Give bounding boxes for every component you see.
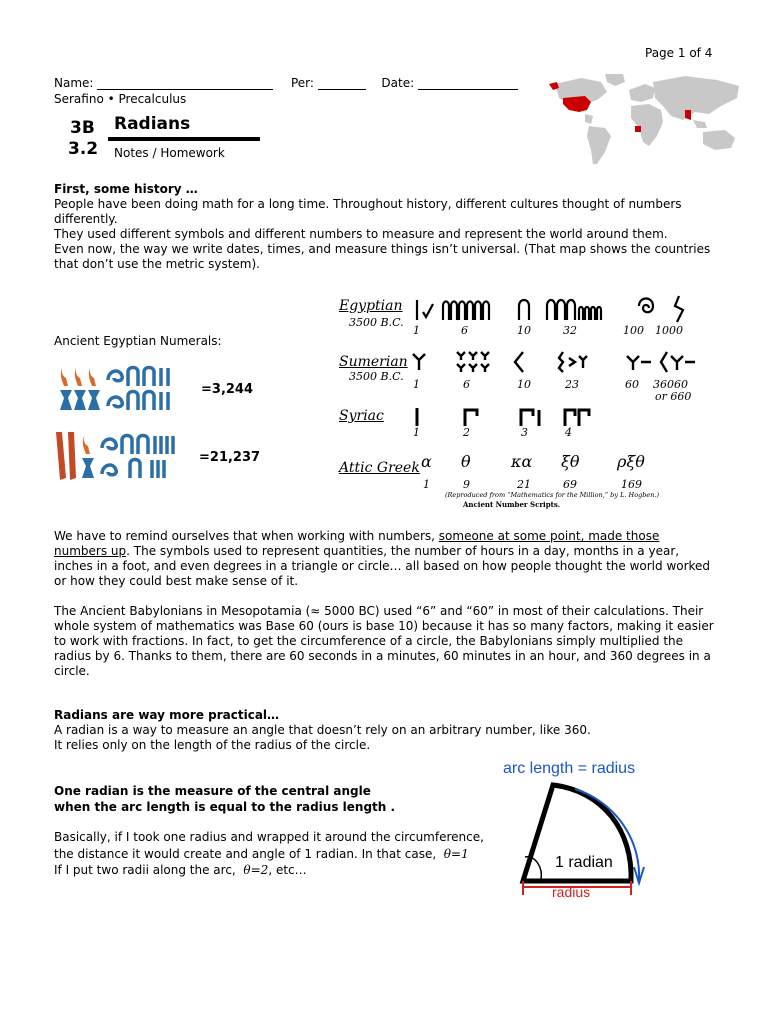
- arc-length-label: arc length = radius: [503, 760, 636, 777]
- map-europe: [629, 84, 655, 102]
- map-south-america: [587, 126, 611, 164]
- history-p3: Even now, the way we write dates, times, and measure things isn’t universal. (That map shows the countries that don’t use the metric system).: [54, 242, 711, 271]
- egyptian-value-2: =21,237: [199, 450, 261, 465]
- greek-glyph-21: κα: [511, 452, 533, 471]
- greek-glyph-9: θ: [461, 452, 471, 471]
- stroke-glyphs: [161, 368, 168, 410]
- date-field[interactable]: [418, 77, 518, 90]
- history-section: [54, 182, 714, 272]
- radians-section: [54, 708, 714, 753]
- section-code-bottom: 3.2: [68, 139, 99, 159]
- greek-glyph-1: α: [421, 452, 432, 471]
- row-attic-greek-name: Attic Greek: [339, 460, 420, 476]
- sumerian-num-36060: 36060: [653, 378, 688, 391]
- coil-glyphs: [108, 371, 122, 407]
- radian-definition: [54, 783, 395, 815]
- figure-caption-title: Ancient Number Scripts.: [463, 500, 561, 509]
- history-heading: First, some history …: [54, 182, 198, 196]
- babylon-text: The Ancient Babylonians in Mesopotamia (≈ 5000 BC) used “6” and “60” in most of their calculations. Their whole system of mathematics was Base 60 (ours is base 10) because it has so many factors, making it easier to work with fractions. In fact, to get the circumference of a circle, the Babylonians simply multiplied the radius by 6. Thanks to them, there are 60 seconds in a minutes, 60 minutes in an hour, and 360 degrees in a circle.: [54, 604, 714, 678]
- basic-line2: the distance it would create and angle of 1 radian. In that case,: [54, 846, 437, 861]
- theta-equals-one: θ=1: [443, 846, 469, 861]
- reminder-underlined: someone at some point, made those numbers up: [54, 529, 660, 558]
- sumerian-num-23: 23: [565, 378, 579, 391]
- egyptian-num-1: 1: [413, 324, 420, 337]
- map-usa: [563, 96, 591, 112]
- egyptian-num-32: 32: [563, 324, 577, 337]
- greek-num-169: 169: [621, 478, 642, 491]
- header-fields: [54, 76, 518, 90]
- date-label: Date:: [381, 76, 415, 90]
- map-africa: [631, 104, 663, 146]
- reminder-text-a: We have to remind ourselves that when working with numbers,: [54, 529, 439, 543]
- basically-paragraph: [54, 829, 514, 879]
- basic-line3-end: , etc…: [268, 863, 307, 877]
- syriac-num-2: 2: [463, 426, 470, 439]
- radians-line2: It relies only on the length of the radius of the circle.: [54, 738, 371, 752]
- lotus-stem-glyph: [82, 458, 94, 478]
- basic-line1: Basically, if I took one radius and wrapped it around the circumference,: [54, 830, 484, 844]
- map-central-america: [585, 114, 593, 124]
- egyptian-num-100: 100: [623, 324, 644, 337]
- coil-glyphs-2: [102, 439, 116, 475]
- egyptian-label: Ancient Egyptian Numerals:: [54, 334, 222, 348]
- row-egyptian-name: Egyptian: [339, 298, 403, 314]
- radians-line1: A radian is a way to measure an angle that doesn’t rely on an arbitrary number, like 360.: [54, 723, 591, 737]
- page-title: Radians: [114, 114, 191, 134]
- greek-glyph-69: ξθ: [561, 452, 580, 471]
- egyptian-value-1: =3,244: [201, 382, 254, 397]
- page-number: Page 1 of 4: [645, 46, 713, 60]
- one-radian-label: 1 radian: [555, 854, 613, 871]
- lotus-glyphs: [60, 364, 100, 410]
- egyptian-numeral-3244: [58, 360, 203, 416]
- sumerian-num-60: 60: [625, 378, 639, 391]
- arch-glyphs: [128, 368, 154, 411]
- greek-num-9: 9: [463, 478, 470, 491]
- figure-caption: (Reproduced from “Mathematics for the Million,” by L. Hogben.): [445, 491, 660, 499]
- per-field[interactable]: [318, 77, 366, 90]
- history-p2: They used different symbols and different numbers to measure and represent the world around them.: [54, 227, 668, 241]
- egyptian-num-1000: 1000: [655, 324, 683, 337]
- name-field[interactable]: [97, 77, 273, 90]
- syriac-script-glyphs: [411, 404, 671, 430]
- greek-num-69: 69: [563, 478, 577, 491]
- per-label: Per:: [290, 76, 314, 90]
- greek-num-1: 1: [423, 478, 430, 491]
- basic-line3: If I put two radii along the arc,: [54, 863, 236, 877]
- reminder-text-b: . The symbols used to represent quantities, the number of hours in a day, months in a year, inches in a foot, and even degrees in a triangle or circle… all based on how people thought the world worked or how they could best make sense of it.: [54, 544, 711, 588]
- sumerian-num-extra: or 660: [655, 390, 692, 403]
- map-asia: [653, 76, 739, 120]
- map-greenland: [605, 74, 625, 86]
- row-sumerian-date: 3500 B.C.: [349, 370, 404, 383]
- sumerian-num-1: 1: [413, 378, 420, 391]
- syriac-num-4: 4: [565, 426, 572, 439]
- number-scripts-figure: [335, 292, 715, 510]
- world-map: [545, 70, 750, 172]
- definition-line2: when the arc length is equal to the radius length .: [54, 800, 396, 814]
- egyptian-numeral-21237: [52, 428, 202, 484]
- map-australia: [703, 130, 735, 150]
- definition-line1: One radian is the measure of the central angle: [54, 784, 371, 798]
- section-code-top: 3B: [70, 118, 95, 138]
- map-myanmar: [685, 110, 691, 120]
- greek-num-21: 21: [517, 478, 531, 491]
- row-egyptian-date: 3500 B.C.: [349, 316, 404, 329]
- map-indonesia: [693, 120, 707, 128]
- title-rule: [108, 137, 260, 141]
- syriac-num-1: 1: [413, 426, 420, 439]
- arch-glyphs-2: [122, 436, 148, 479]
- radius-label: radius: [552, 884, 591, 900]
- row-sumerian-name: Sumerian: [339, 354, 408, 370]
- map-liberia: [635, 126, 641, 132]
- syriac-num-3: 3: [521, 426, 528, 439]
- theta-equals-two: θ=2: [243, 863, 269, 877]
- page-subtitle: Notes / Homework: [114, 146, 225, 160]
- egyptian-script-glyphs: [411, 292, 711, 328]
- history-p1: People have been doing math for a long time. Throughout history, different cultures thought of numbers differently.: [54, 197, 682, 226]
- course-label: Serafino • Precalculus: [54, 92, 187, 106]
- greek-glyph-169: ρξθ: [617, 452, 645, 471]
- row-syriac-name: Syriac: [339, 408, 384, 424]
- egyptian-num-6: 6: [461, 324, 468, 337]
- name-label: Name:: [54, 76, 94, 90]
- babylon-paragraph: [54, 604, 714, 679]
- radians-heading: Radians are way more practical…: [54, 708, 280, 722]
- sumerian-script-glyphs: [411, 348, 711, 378]
- reminder-paragraph: [54, 529, 714, 589]
- stroke-glyphs-2: [152, 436, 173, 478]
- egyptian-num-10: 10: [517, 324, 531, 337]
- sumerian-num-6: 6: [463, 378, 470, 391]
- sumerian-num-10: 10: [517, 378, 531, 391]
